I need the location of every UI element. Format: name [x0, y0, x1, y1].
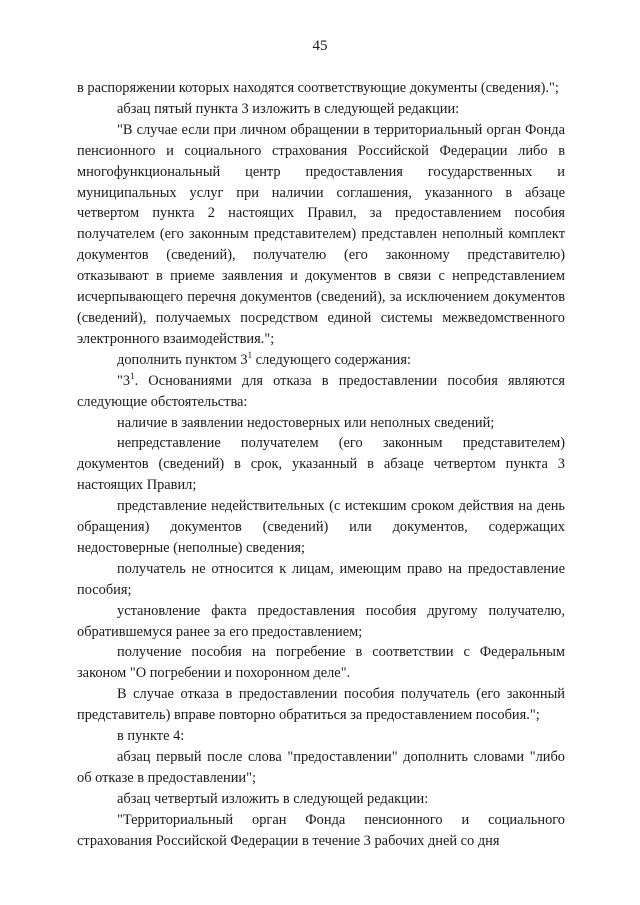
paragraph — [77, 601, 565, 643]
paragraph-text: в распоряжении которых находятся соответствующие документы (сведения)."; — [77, 80, 559, 96]
paragraph-text: "3 — [117, 372, 131, 389]
document-body — [77, 78, 565, 852]
paragraph — [77, 726, 565, 747]
page-number: 45 — [312, 38, 328, 54]
paragraph — [77, 78, 565, 99]
paragraph-text: наличие в заявлении недостоверных или неполных сведений; — [117, 414, 495, 431]
paragraph-text: в пункте 4: — [117, 728, 185, 745]
paragraph — [77, 747, 565, 789]
paragraph-text: получение пособия на погребение в соответствии с Федеральным законом "О погребении и похоронном деле". — [77, 644, 565, 682]
paragraph-text: непредставление получателем (его законным представителем) документов (сведений) в срок, указанный в абзаце четвертом пункта 3 настоящих Правил; — [77, 435, 565, 494]
paragraph — [77, 789, 565, 810]
paragraph-text: представление недействительных (с истекшим сроком действия на день обращения) документов (сведений) или документов, содержащих недостоверные (неполные) сведения; — [77, 498, 565, 556]
superscript: 1 — [130, 370, 135, 381]
paragraph — [77, 559, 565, 601]
paragraph — [77, 350, 565, 371]
paragraph-text-after: следующего содержания: — [252, 351, 411, 368]
paragraph — [77, 684, 565, 726]
paragraph-text-after: . Основаниями для отказа в предоставлении пособия являются следующие обстоятельства: — [77, 372, 565, 410]
paragraph-text: "В случае если при личном обращении в территориальный орган Фонда пенсионного и социального страхования Российской Федерации либо в многофункциональный центр предоставления государственных и муниципальных услуг при наличии соглашения, указанного в абзаце четвертом пункта 2 настоящих Правил, за предоставлением пособия получателем (его законным представителем) представлен неполный комплект документов (сведений), получателю (его законному представителю) отказывают в приеме заявления и документов в связи с непредставлением исчерпывающего перечня документов (сведений), за исключением документов (сведений), получаемых посредством единой системы межведомственного электронного взаимодействия."; — [77, 121, 565, 347]
paragraph — [77, 642, 565, 684]
paragraph — [77, 371, 565, 413]
paragraph-text: дополнить пунктом 3 — [117, 351, 248, 368]
paragraph-text: абзац четвертый изложить в следующей редакции: — [117, 790, 429, 807]
paragraph-text: В случае отказа в предоставлении пособия получатель (его законный представитель) вправе повторно обратиться за предоставлением пособия."; — [77, 686, 565, 724]
paragraph-text: установление факта предоставления пособия другому получателю, обратившемуся ранее за его предоставлением; — [77, 602, 565, 640]
paragraph-text: абзац пятый пункта 3 изложить в следующей редакции: — [117, 100, 460, 117]
paragraph — [77, 810, 565, 852]
paragraph — [77, 496, 565, 559]
paragraph-text: получатель не относится к лицам, имеющим право на предоставление пособия; — [77, 560, 565, 598]
paragraph — [77, 433, 565, 496]
paragraph — [77, 99, 565, 120]
paragraph — [77, 413, 565, 434]
paragraph-text: абзац первый после слова "предоставлении" дополнить словами "либо об отказе в предоставлении"; — [77, 749, 565, 786]
paragraph — [77, 120, 565, 350]
paragraph-text: "Территориальный орган Фонда пенсионного и социального страхования Российской Федерации в течение 3 рабочих дней со дня — [77, 811, 565, 849]
superscript: 1 — [247, 349, 253, 360]
